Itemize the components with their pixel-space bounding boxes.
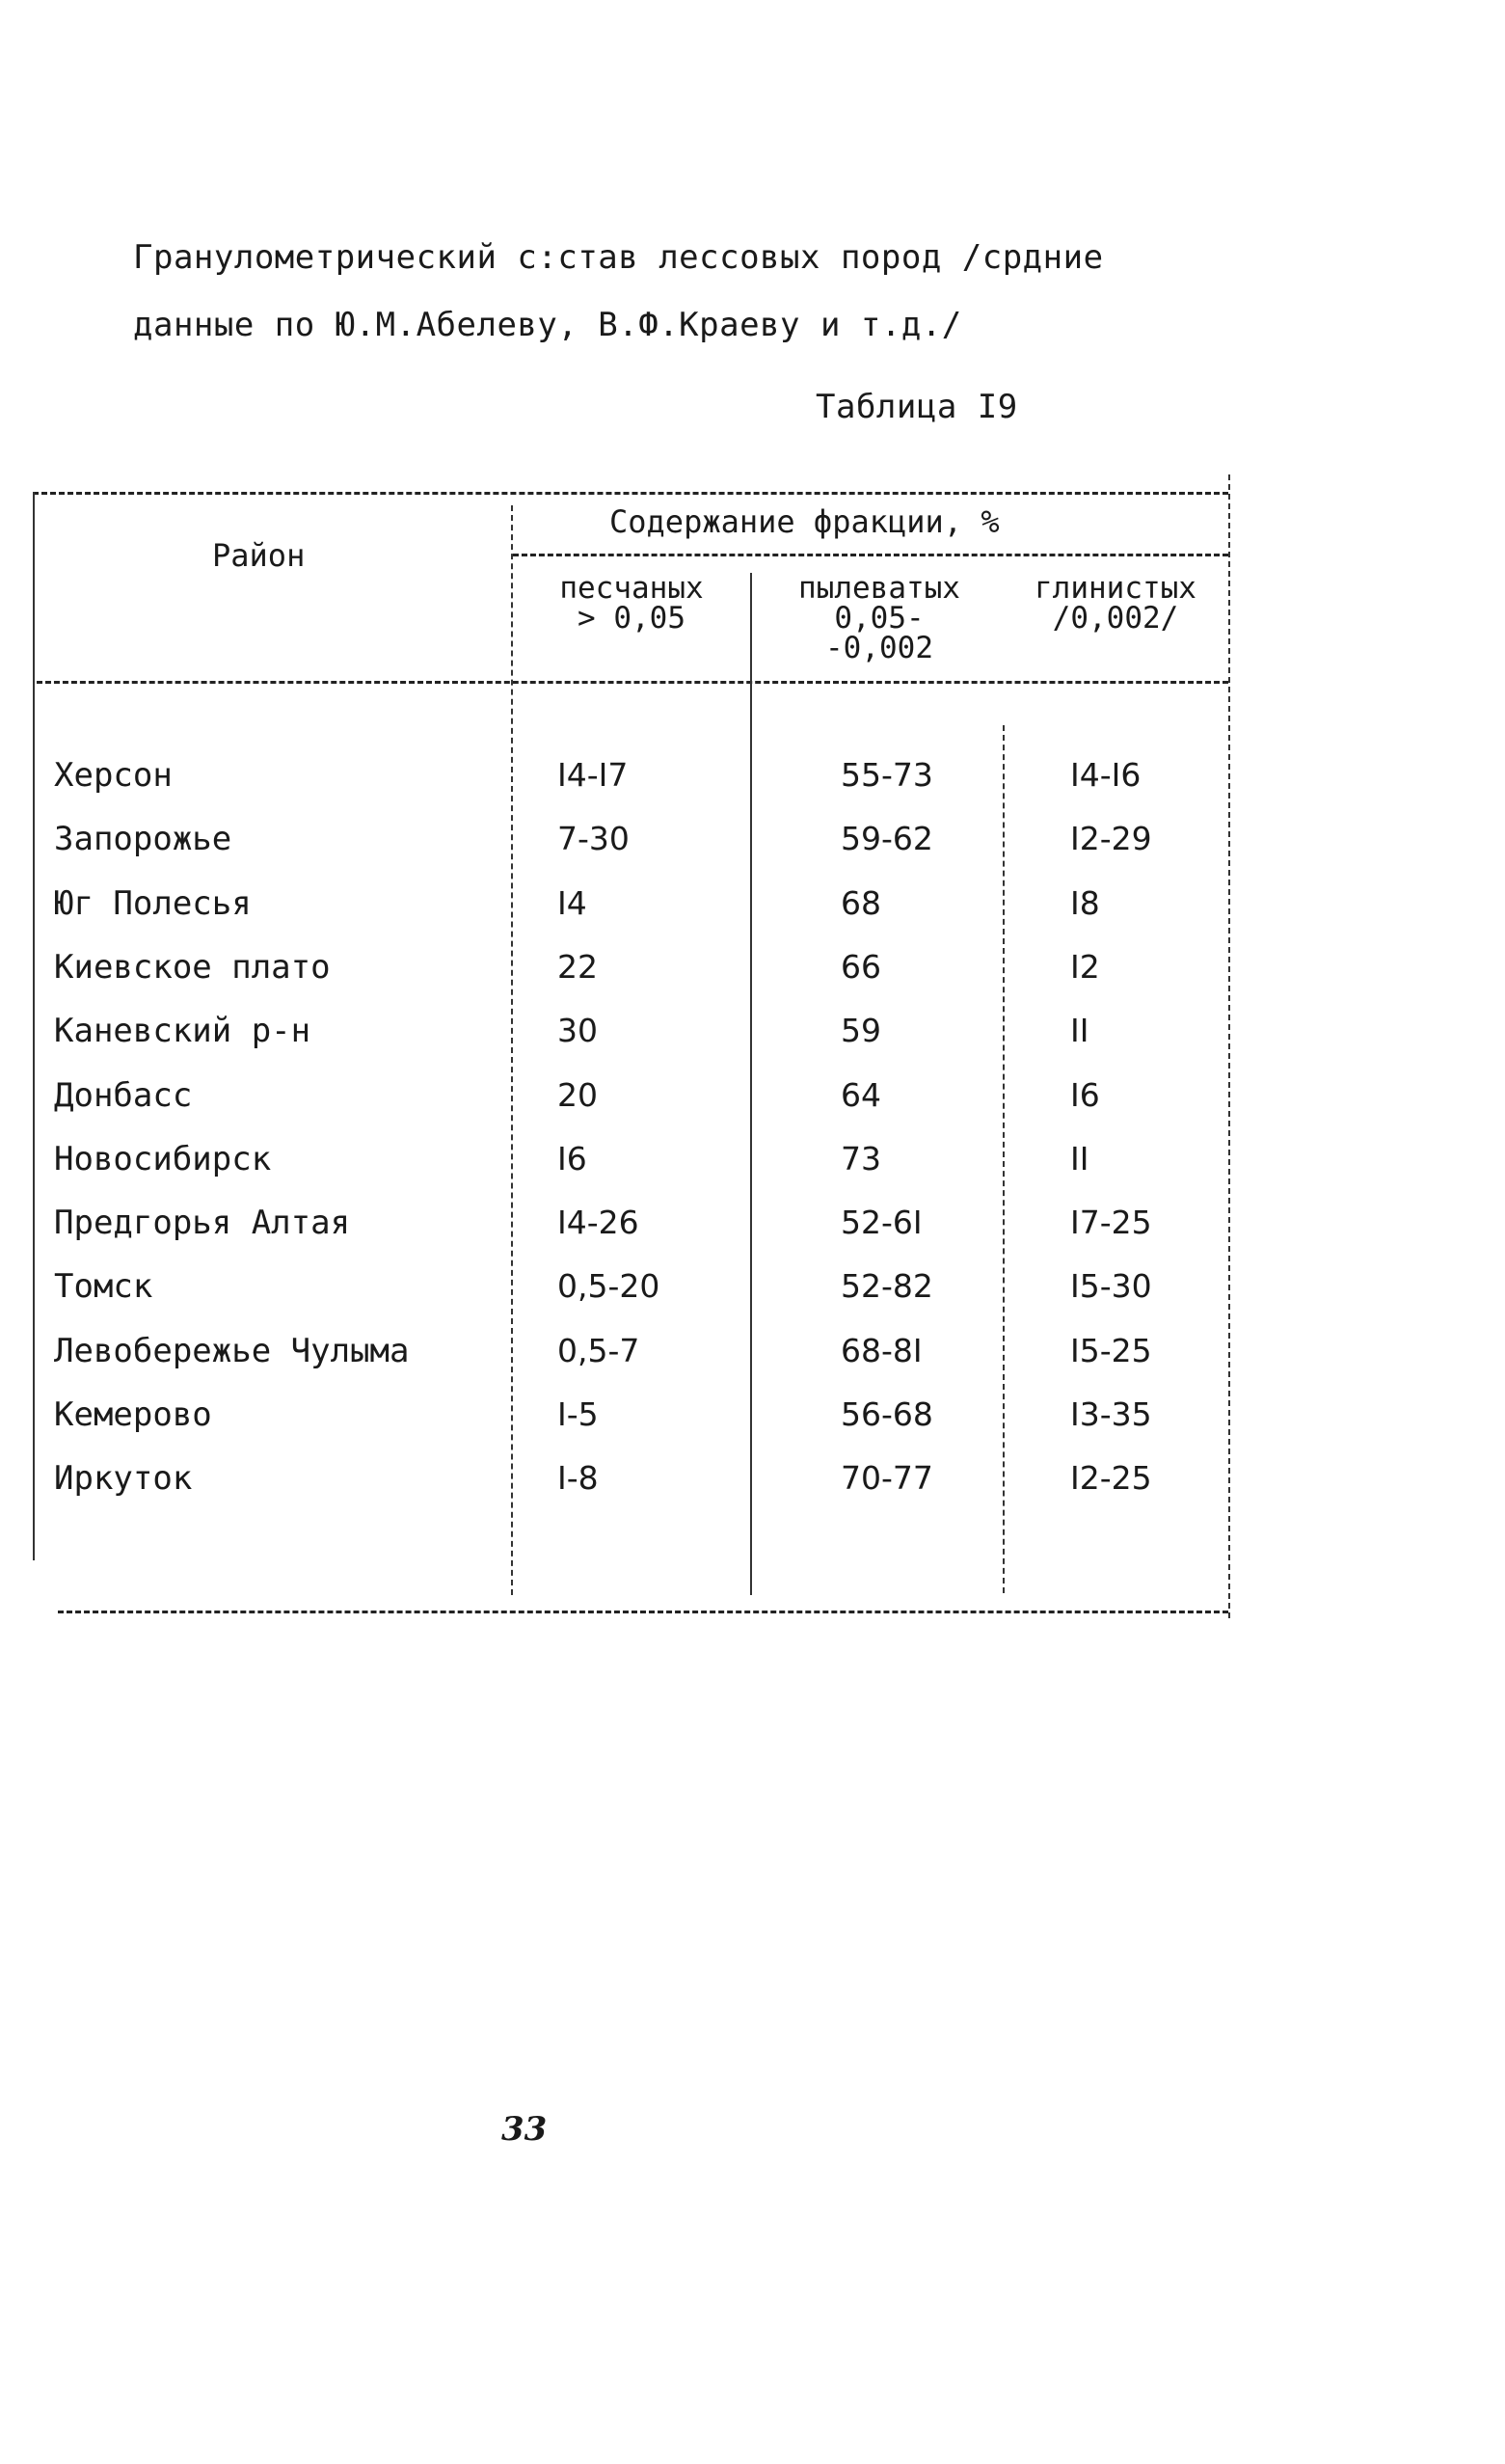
cell-region: Юг Полесья — [54, 883, 252, 923]
cell-silt: 52-6I — [841, 1204, 923, 1242]
cell-silt: 56-68 — [841, 1395, 933, 1433]
cell-silt: 59-62 — [841, 820, 933, 858]
table-bottom-border — [58, 1611, 1228, 1613]
cell-silt: 68 — [841, 883, 881, 922]
cell-sand: 0,5-20 — [557, 1267, 660, 1306]
table-row — [0, 1395, 1505, 1459]
cell-region: Киевское плато — [54, 947, 331, 987]
header-sand: песчаных > 0,05 — [559, 571, 704, 636]
table-label: Таблица I9 — [816, 388, 1018, 426]
table-top-border — [33, 492, 1228, 495]
cell-silt: 68-8I — [841, 1331, 923, 1369]
cell-clay: I3-35 — [1070, 1395, 1152, 1433]
cell-clay: I6 — [1070, 1075, 1100, 1114]
header-group: Содержание фракции, % — [609, 503, 1000, 540]
cell-silt: 64 — [841, 1075, 881, 1114]
cell-clay: I2 — [1070, 947, 1100, 986]
cell-clay: I8 — [1070, 883, 1100, 922]
cell-silt: 52-82 — [841, 1267, 933, 1306]
table-row — [0, 1076, 1505, 1140]
cell-sand: I-5 — [557, 1395, 599, 1433]
cell-silt: 55-73 — [841, 756, 933, 794]
cell-region: Запорожье — [54, 820, 232, 859]
cell-sand: 20 — [557, 1075, 598, 1114]
cell-sand: 30 — [557, 1012, 598, 1050]
cell-region: Предгорья Алтая — [54, 1204, 351, 1243]
table-row — [0, 820, 1505, 883]
cell-sand: 7-30 — [557, 820, 630, 858]
table-row — [0, 1267, 1505, 1331]
header-region: Район — [212, 537, 306, 574]
table-row — [0, 948, 1505, 1012]
header-clay: глинистых /0,002/ — [1035, 571, 1196, 636]
cell-region: Донбасс — [54, 1075, 193, 1115]
table-row — [0, 1459, 1505, 1523]
page-number: 33 — [501, 2110, 548, 2149]
cell-sand: 0,5-7 — [557, 1331, 640, 1369]
caption-line-1: Гранулометрический с:став лессовых пород /срдние — [133, 238, 1104, 277]
cell-sand: I4 — [557, 883, 587, 922]
cell-silt: 66 — [841, 947, 881, 986]
cell-region: Томск — [54, 1267, 153, 1307]
cell-region: Кемерово — [54, 1395, 212, 1434]
cell-region: Левобережье Чулыма — [54, 1331, 410, 1370]
caption-line-2: данные по Ю.М.Абелеву, В.Ф.Краеву и т.д./ — [133, 306, 962, 344]
cell-clay: I5-30 — [1070, 1267, 1152, 1306]
cell-silt: 73 — [841, 1139, 881, 1178]
cell-region: Иркуток — [54, 1459, 193, 1499]
table-row — [0, 1204, 1505, 1267]
cell-region: Херсон — [54, 756, 173, 795]
cell-sand: I4-I7 — [557, 756, 629, 794]
cell-sand: I4-26 — [557, 1204, 639, 1242]
cell-clay: I5-25 — [1070, 1331, 1152, 1369]
table-row — [0, 1012, 1505, 1075]
table-row — [0, 1332, 1505, 1395]
table-row — [0, 756, 1505, 820]
cell-clay: I7-25 — [1070, 1204, 1152, 1242]
cell-sand: I6 — [557, 1139, 587, 1178]
cell-clay: I2-29 — [1070, 820, 1152, 858]
cell-clay: II — [1070, 1012, 1089, 1050]
table-row — [0, 884, 1505, 948]
cell-clay: I2-25 — [1070, 1459, 1152, 1498]
cell-region: Новосибирск — [54, 1139, 272, 1178]
header-silt: пылеватых 0,05- -0,002 — [798, 571, 960, 665]
header-bottom-border — [37, 681, 1228, 684]
cell-clay: I4-I6 — [1070, 756, 1142, 794]
cell-region: Каневский р-н — [54, 1012, 311, 1051]
cell-sand: 22 — [557, 947, 598, 986]
cell-silt: 70-77 — [841, 1459, 933, 1498]
cell-sand: I-8 — [557, 1459, 599, 1498]
cell-silt: 59 — [841, 1012, 881, 1050]
table-row — [0, 1140, 1505, 1204]
cell-clay: II — [1070, 1139, 1089, 1178]
document-caption — [133, 224, 1194, 359]
group-header-divider — [513, 554, 1228, 556]
